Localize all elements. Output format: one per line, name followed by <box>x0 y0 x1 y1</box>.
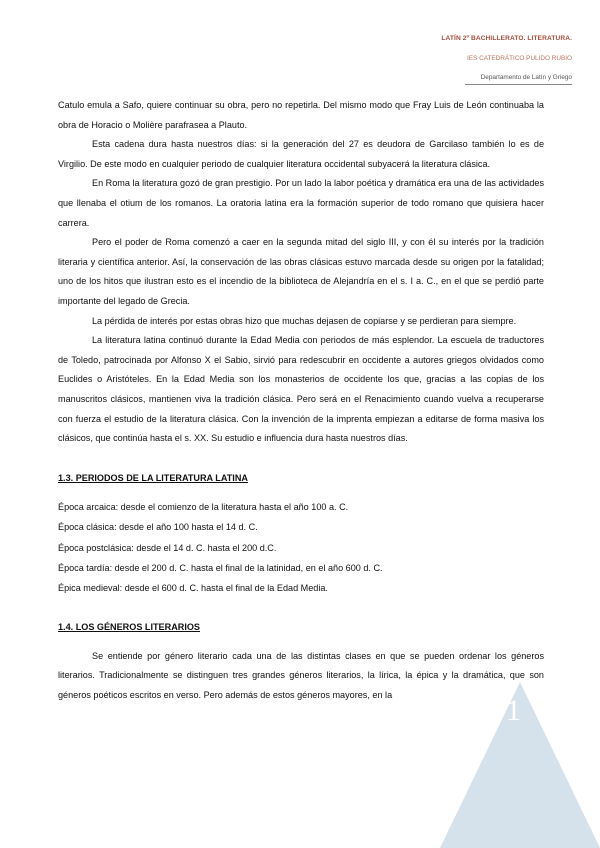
period-item: Épica medieval: desde el 600 d. C. hasta el final de la Edad Media. <box>58 583 328 594</box>
paragraph: Catulo emula a Safo, quiere continuar su obra, pero no repetirla. Del mismo modo que Fray Luis de León continuaba la obra de Horacio o Molière parafrasea a Plauto. <box>58 100 544 130</box>
period-item: Época postclásica: desde el 14 d. C. hasta el 200 d.C. <box>58 542 277 553</box>
page-body <box>58 96 544 706</box>
header-department: Departamento de Latín y Griego <box>480 74 572 81</box>
section-heading-periods: 1.3. PERIODOS DE LA LITERATURA LATINA <box>58 472 248 483</box>
header-title: LATÍN 2º BACHILLERATO. LITERATURA. <box>441 35 572 42</box>
period-item: Época clásica: desde el año 100 hasta el 14 d. C. <box>58 522 258 533</box>
header-school: IES CATEDRÁTICO PULIDO RUBIO <box>467 54 572 62</box>
paragraph: En Roma la literatura gozó de gran prestigio. Por un lado la labor poética y dramática era una de las actividades que llenaba el otium de los romanos. La oratoria latina era la formación superior de todo romano que quisiera hacer carrera. <box>58 178 544 228</box>
paragraph: La literatura latina continuó durante la Edad Media con periodos de más esplendor. La escuela de traductores de Toledo, patrocinada por Alfonso X el Sabio, sirvió para redescubrir en occidente a autores griegos olvidados como Euclides o Aristóteles. En la Edad Media son los monasterios de occidente los que, gracias a las copias de los manuscritos clásicos, mantienen viva la tradición clásica. Pero será en el Renacimiento cuando vuelva a recuperarse con fuerza el estudio de la literatura clásica. Con la invención de la imprenta empiezan a editarse de forma masiva los clásicos, que continúa hasta el s. XX. Su estudio e influencia dura hasta nuestros días. <box>58 335 544 444</box>
paragraph: La pérdida de interés por estas obras hizo que muchas dejasen de copiarse y se perdieran para siempre. <box>92 315 517 326</box>
period-item: Época tardía: desde el 200 d. C. hasta el final de la latinidad, en el año 600 d. C. <box>58 562 383 573</box>
header-divider <box>465 84 572 85</box>
paragraph: Esta cadena dura hasta nuestros días: si la generación del 27 es deudora de Garcilaso también lo es de Virgilio. De este modo en cualquier periodo de cualquier literatura occidental subyacerá la literatura clásica. <box>58 139 544 169</box>
paragraph: Se entiende por género literario cada una de las distintas clases en que se pueden ordenar los géneros literarios. Tradicionalmente se distinguen tres grandes géneros literarios, la lírica, la épica y la dramática, que son géneros poéticos escritos en verso. Pero además de estos géneros mayores, en la <box>58 650 544 701</box>
page-header <box>441 36 572 81</box>
period-item: Época arcaica: desde el comienzo de la literatura hasta el año 100 a. C. <box>58 502 349 513</box>
section-heading-genres: 1.4. LOS GÉNEROS LITERARIOS <box>58 622 200 633</box>
paragraph: Pero el poder de Roma comenzó a caer en la segunda mitad del siglo III, y con él su interés por la tradición literaria y científica anterior. Así, la conservación de las obras clásicas estuvo marcada desde su origen por la fatalidad; uno de los hitos que ilustran esto es el incendio de la biblioteca de Alejandría en el s. I a. C., en el que se perdió parte importante del legado de Grecia. <box>58 237 544 306</box>
page-number: 1 <box>506 694 521 727</box>
